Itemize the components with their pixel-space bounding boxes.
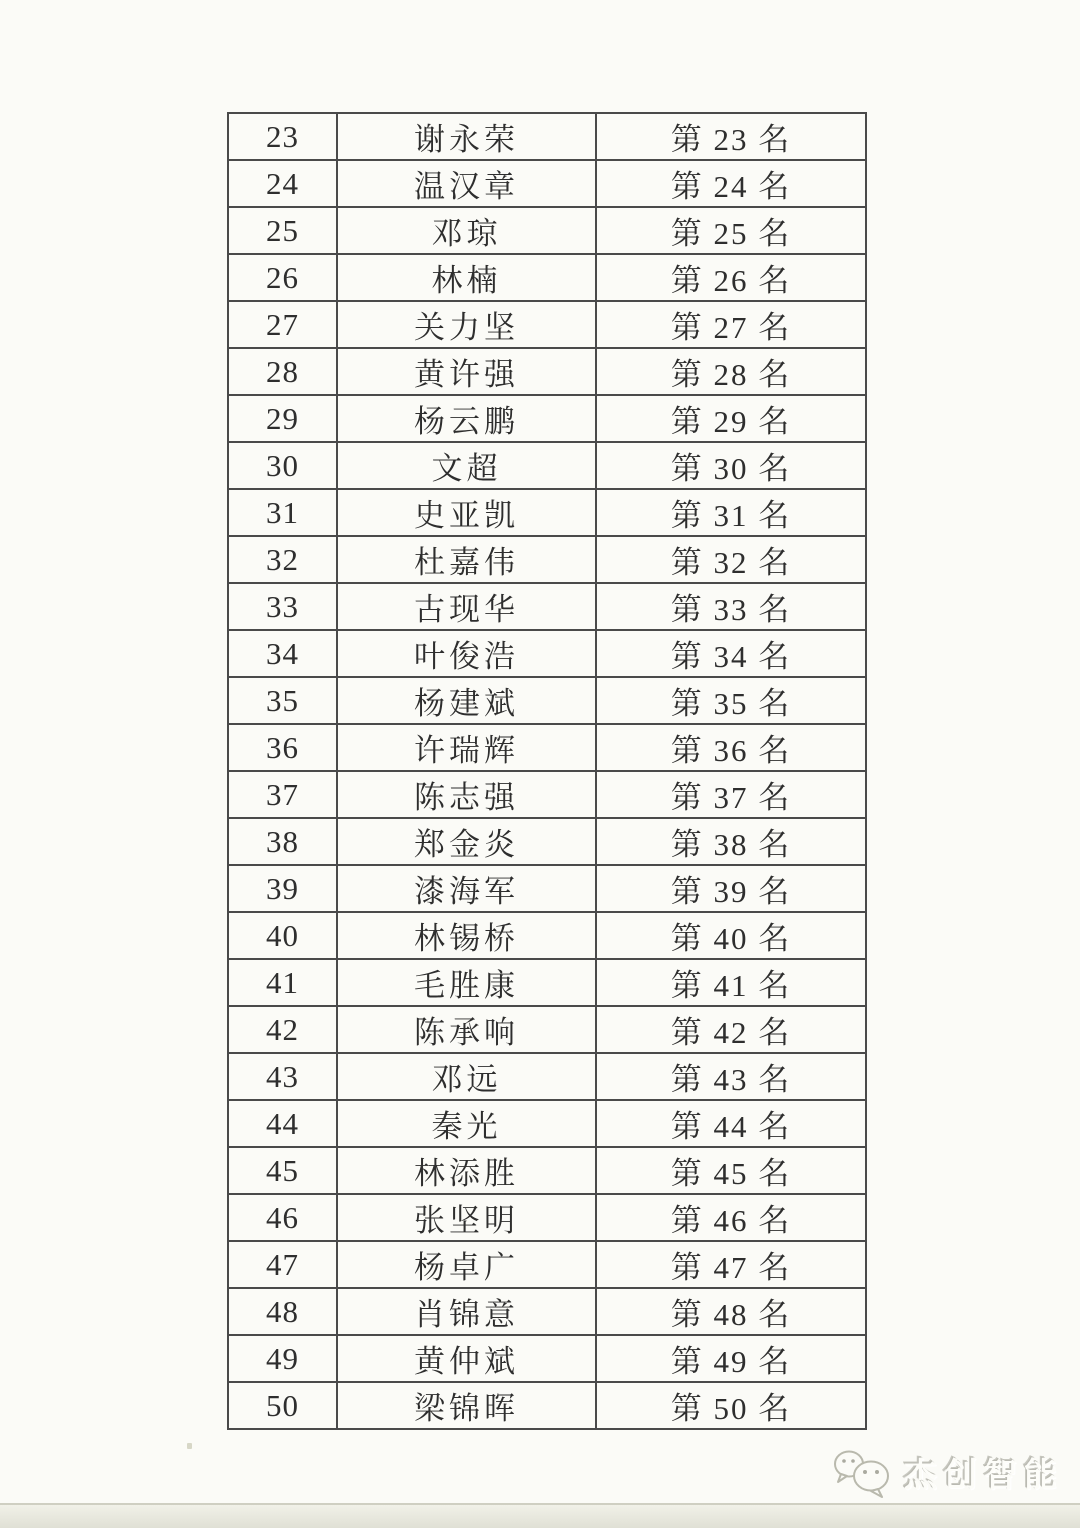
row-number-cell: 31: [228, 489, 337, 536]
table-row: [228, 1288, 866, 1335]
ranking-table-body: [228, 113, 866, 1429]
row-number-cell: 48: [228, 1288, 337, 1335]
person-name-cell: 杨云鹏: [337, 395, 596, 442]
rank-label-cell: 第 41 名: [596, 959, 866, 1006]
table-row: [228, 301, 866, 348]
table-row: [228, 677, 866, 724]
rank-label-cell: 第 35 名: [596, 677, 866, 724]
row-number-cell: 30: [228, 442, 337, 489]
rank-label-cell: 第 31 名: [596, 489, 866, 536]
table-row: [228, 1241, 866, 1288]
person-name-cell: 文超: [337, 442, 596, 489]
person-name-cell: 漆海军: [337, 865, 596, 912]
person-name-cell: 古现华: [337, 583, 596, 630]
table-row: [228, 160, 866, 207]
row-number-cell: 40: [228, 912, 337, 959]
table-row: [228, 536, 866, 583]
person-name-cell: 杜嘉伟: [337, 536, 596, 583]
row-number-cell: 33: [228, 583, 337, 630]
rank-label-cell: 第 42 名: [596, 1006, 866, 1053]
rank-label-cell: 第 48 名: [596, 1288, 866, 1335]
row-number-cell: 38: [228, 818, 337, 865]
row-number-cell: 32: [228, 536, 337, 583]
row-number-cell: 25: [228, 207, 337, 254]
row-number-cell: 36: [228, 724, 337, 771]
person-name-cell: 林锡桥: [337, 912, 596, 959]
row-number-cell: 49: [228, 1335, 337, 1382]
table-row: [228, 254, 866, 301]
table-row: [228, 818, 866, 865]
person-name-cell: 史亚凯: [337, 489, 596, 536]
person-name-cell: 张坚明: [337, 1194, 596, 1241]
table-row: [228, 724, 866, 771]
table-row: [228, 1006, 866, 1053]
table-row: [228, 630, 866, 677]
table-row: [228, 912, 866, 959]
rank-label-cell: 第 26 名: [596, 254, 866, 301]
person-name-cell: 邓远: [337, 1053, 596, 1100]
table-row: [228, 348, 866, 395]
table-row: [228, 1147, 866, 1194]
wechat-chat-bubbles-icon: [832, 1446, 894, 1498]
table-row: [228, 959, 866, 1006]
row-number-cell: 44: [228, 1100, 337, 1147]
row-number-cell: 24: [228, 160, 337, 207]
rank-label-cell: 第 33 名: [596, 583, 866, 630]
rank-label-cell: 第 32 名: [596, 536, 866, 583]
person-name-cell: 陈承响: [337, 1006, 596, 1053]
person-name-cell: 肖锦意: [337, 1288, 596, 1335]
person-name-cell: 梁锦晖: [337, 1382, 596, 1429]
table-row: [228, 113, 866, 160]
rank-label-cell: 第 49 名: [596, 1335, 866, 1382]
person-name-cell: 林楠: [337, 254, 596, 301]
rank-label-cell: 第 28 名: [596, 348, 866, 395]
row-number-cell: 23: [228, 113, 337, 160]
row-number-cell: 27: [228, 301, 337, 348]
person-name-cell: 温汉章: [337, 160, 596, 207]
rank-label-cell: 第 27 名: [596, 301, 866, 348]
scan-artifact-speck: [187, 1443, 192, 1449]
rank-label-cell: 第 39 名: [596, 865, 866, 912]
row-number-cell: 45: [228, 1147, 337, 1194]
person-name-cell: 杨建斌: [337, 677, 596, 724]
table-row: [228, 1053, 866, 1100]
brand-name: 杰创智能: [904, 1455, 1064, 1493]
row-number-cell: 50: [228, 1382, 337, 1429]
table-row: [228, 1382, 866, 1429]
ranking-table: [227, 112, 867, 1430]
page-bottom-edge: [0, 1503, 1080, 1528]
row-number-cell: 43: [228, 1053, 337, 1100]
rank-label-cell: 第 50 名: [596, 1382, 866, 1429]
row-number-cell: 41: [228, 959, 337, 1006]
rank-label-cell: 第 34 名: [596, 630, 866, 677]
rank-label-cell: 第 30 名: [596, 442, 866, 489]
table-row: [228, 207, 866, 254]
person-name-cell: 杨卓广: [337, 1241, 596, 1288]
table-row: [228, 489, 866, 536]
row-number-cell: 46: [228, 1194, 337, 1241]
rank-label-cell: 第 44 名: [596, 1100, 866, 1147]
table-row: [228, 583, 866, 630]
table-row: [228, 1100, 866, 1147]
person-name-cell: 邓琼: [337, 207, 596, 254]
row-number-cell: 42: [228, 1006, 337, 1053]
row-number-cell: 28: [228, 348, 337, 395]
brand-watermark: [832, 1446, 1064, 1498]
rank-label-cell: 第 36 名: [596, 724, 866, 771]
table-row: [228, 771, 866, 818]
person-name-cell: 陈志强: [337, 771, 596, 818]
person-name-cell: 谢永荣: [337, 113, 596, 160]
person-name-cell: 叶俊浩: [337, 630, 596, 677]
row-number-cell: 26: [228, 254, 337, 301]
person-name-cell: 毛胜康: [337, 959, 596, 1006]
table-row: [228, 395, 866, 442]
row-number-cell: 37: [228, 771, 337, 818]
table-row: [228, 442, 866, 489]
table-row: [228, 1335, 866, 1382]
rank-label-cell: 第 45 名: [596, 1147, 866, 1194]
rank-label-cell: 第 46 名: [596, 1194, 866, 1241]
row-number-cell: 34: [228, 630, 337, 677]
person-name-cell: 郑金炎: [337, 818, 596, 865]
rank-label-cell: 第 47 名: [596, 1241, 866, 1288]
person-name-cell: 黄仲斌: [337, 1335, 596, 1382]
person-name-cell: 许瑞辉: [337, 724, 596, 771]
row-number-cell: 39: [228, 865, 337, 912]
row-number-cell: 29: [228, 395, 337, 442]
rank-label-cell: 第 38 名: [596, 818, 866, 865]
rank-label-cell: 第 37 名: [596, 771, 866, 818]
person-name-cell: 秦光: [337, 1100, 596, 1147]
person-name-cell: 林添胜: [337, 1147, 596, 1194]
table-row: [228, 865, 866, 912]
table-row: [228, 1194, 866, 1241]
rank-label-cell: 第 43 名: [596, 1053, 866, 1100]
row-number-cell: 35: [228, 677, 337, 724]
rank-label-cell: 第 23 名: [596, 113, 866, 160]
person-name-cell: 关力坚: [337, 301, 596, 348]
rank-label-cell: 第 25 名: [596, 207, 866, 254]
person-name-cell: 黄许强: [337, 348, 596, 395]
rank-label-cell: 第 24 名: [596, 160, 866, 207]
row-number-cell: 47: [228, 1241, 337, 1288]
rank-label-cell: 第 29 名: [596, 395, 866, 442]
rank-label-cell: 第 40 名: [596, 912, 866, 959]
